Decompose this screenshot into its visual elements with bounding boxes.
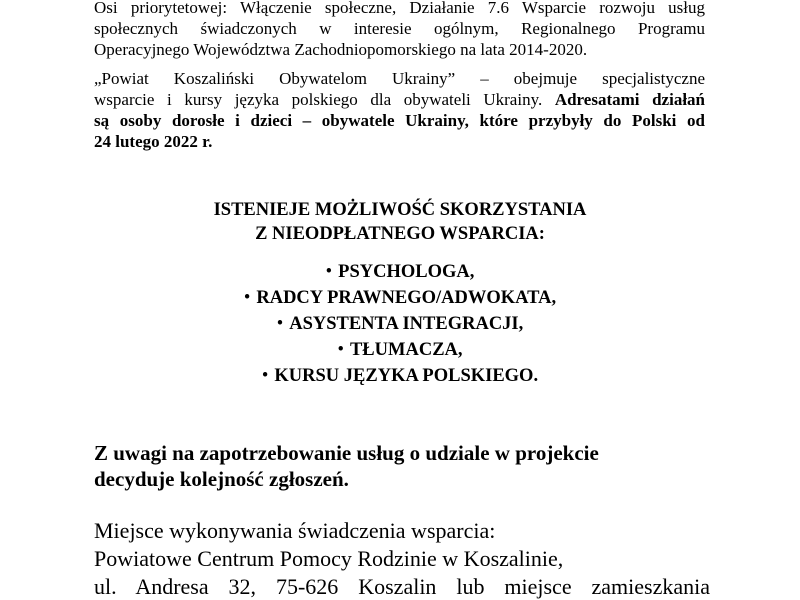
paragraph-line: „Powiat Koszaliński Obywatelom Ukrainy” – obejmuje specjalistyczne: [94, 69, 705, 88]
program-description-paragraph: [94, 0, 705, 60]
paragraph-line: Operacyjnego Województwa Zachodniopomorskiego na lata 2014-2020.: [94, 40, 588, 59]
list-item-label: ASYSTENTA INTEGRACJI,: [289, 314, 524, 334]
list-item: [100, 337, 700, 363]
list-item: [100, 363, 700, 389]
location-line: ul. Andresa 32, 75-626 Koszalin lub miejsce zamieszkania: [94, 574, 710, 599]
free-support-heading: [100, 198, 700, 246]
addressees-emphasis: Adresatami działań: [554, 90, 705, 109]
paragraph-line: są osoby dorosłe i dzieci – obywatele Ukrainy, które przybyły do Polski od: [94, 111, 705, 130]
bullet-icon: •: [276, 314, 284, 334]
heading-line: ISTENIEJE MOŻLIWOŚĆ SKORZYSTANIA: [213, 200, 587, 220]
list-item-label: KURSU JĘZYKA POLSKIEGO.: [274, 366, 539, 386]
bullet-icon: •: [325, 262, 333, 282]
notice-line: Z uwagi na zapotrzebowanie usług o udziale w projekcie: [94, 441, 599, 465]
list-item: [100, 285, 700, 311]
paragraph-line: Osi priorytetowej: Włączenie społeczne, Działanie 7.6 Wsparcie rozwoju usług: [94, 0, 705, 17]
support-list: [100, 259, 700, 389]
bullet-icon: •: [337, 340, 344, 360]
list-item: [100, 311, 700, 337]
support-location-paragraph: [94, 517, 710, 600]
notice-line: decyduje kolejność zgłoszeń.: [94, 467, 349, 491]
location-line: Miejsce wykonywania świadczenia wsparcia:: [94, 518, 496, 543]
bullet-icon: •: [243, 288, 251, 308]
list-item-label: PSYCHOLOGA,: [338, 262, 475, 282]
paragraph-text: wsparcie i kursy języka polskiego dla obywateli Ukrainy.: [94, 90, 543, 109]
project-description-paragraph: [94, 68, 705, 152]
bullet-icon: •: [261, 366, 269, 386]
paragraph-line: [94, 89, 705, 110]
location-line: Powiatowe Centrum Pomocy Rodzinie w Koszalinie,: [94, 546, 564, 571]
list-item-label: RADCY PRAWNEGO/ADWOKATA,: [256, 288, 557, 308]
order-notice-paragraph: [94, 440, 714, 492]
paragraph-line: społecznych świadczonych w interesie ogólnym, Regionalnego Programu: [94, 19, 705, 38]
heading-line: Z NIEODPŁATNEGO WSPARCIA:: [255, 224, 545, 244]
list-item: [100, 259, 700, 285]
paragraph-line: 24 lutego 2022 r.: [94, 132, 213, 151]
list-item-label: TŁUMACZA,: [349, 340, 463, 360]
